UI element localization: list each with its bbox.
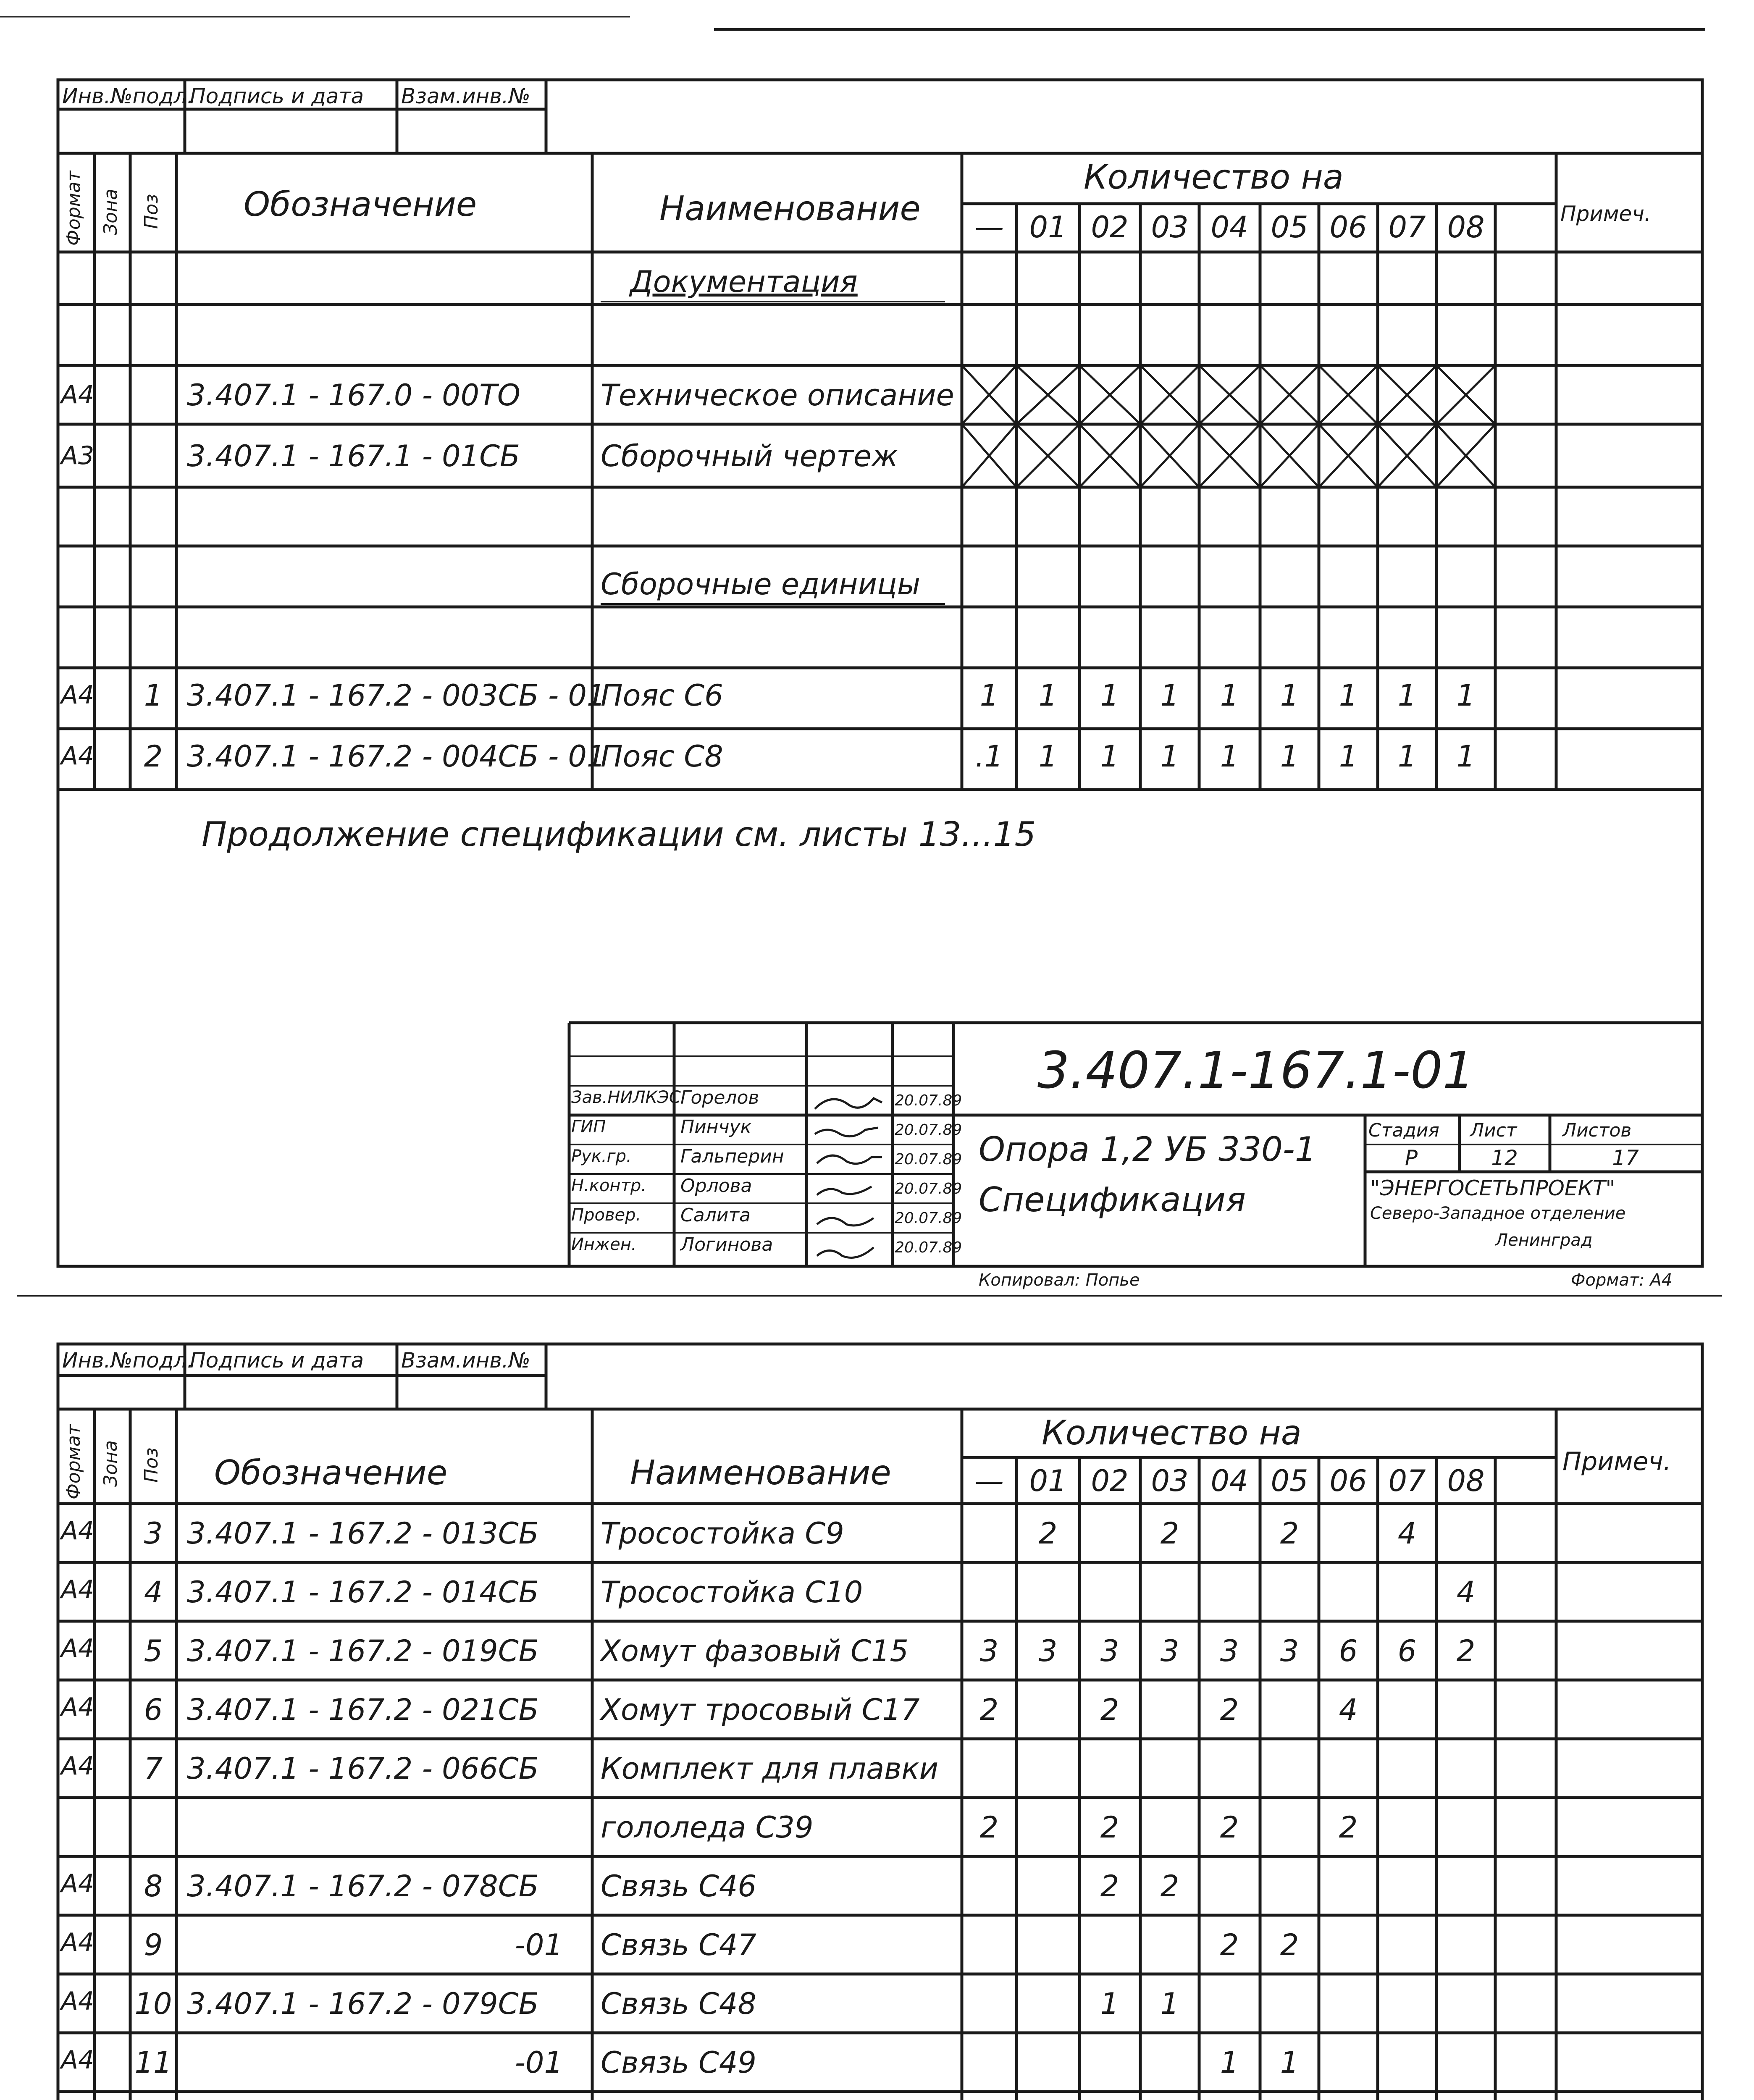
qty: 2 — [1220, 1693, 1239, 1727]
row-format: А4 — [61, 380, 95, 410]
row-pos: 6 — [144, 1693, 163, 1727]
qty: 1 — [1220, 2045, 1239, 2080]
col-qty-header-2: Количество на — [1042, 1413, 1302, 1452]
staff-date: 20.07.89 — [895, 1210, 962, 1227]
qty: 2 — [1339, 1810, 1358, 1845]
footer-copy-1: Копировал: Попье — [979, 1270, 1140, 1290]
qty: 1 — [1160, 678, 1179, 713]
qty: 1 — [1160, 739, 1179, 774]
qty: 1 — [1160, 1987, 1179, 2021]
row-designation: 3.407.1 - 167.2 - 014СБ — [187, 1575, 539, 1609]
row-pos: 9 — [144, 1928, 163, 1962]
row-format: А4 — [61, 1575, 95, 1604]
row-designation: 3.407.1 - 167.2 - 019СБ — [187, 1634, 539, 1668]
row-designation: 3.407.1 - 167.2 - 003СБ - 01 — [187, 678, 606, 713]
qty: 1 — [1397, 739, 1417, 774]
row-designation: 3.407.1 - 167.1 - 01СБ — [187, 439, 520, 473]
qty: 3 — [1280, 1634, 1299, 1668]
staff-date: 20.07.89 — [895, 1121, 962, 1139]
qty: 2 — [1280, 1928, 1299, 1962]
qty: 1 — [1456, 678, 1476, 713]
row-designation: -01 — [515, 2045, 563, 2080]
staff-name: Пинчук — [680, 1116, 752, 1138]
col-designation-2: Обозначение — [214, 1453, 448, 1492]
qty-col: 04 — [1210, 1464, 1248, 1498]
qty: 3 — [1100, 1634, 1119, 1668]
staff-name: Орлова — [680, 1175, 752, 1197]
row-name: Хомут фазовый С15 — [601, 1634, 909, 1668]
qty: 1 — [1397, 678, 1417, 713]
qty: 1 — [1038, 739, 1058, 774]
qty-col: 01 — [1029, 1464, 1067, 1498]
row-designation: -01 — [515, 1928, 563, 1962]
qty: 3 — [1220, 1634, 1239, 1668]
footer-format-1: Формат: А4 — [1571, 1270, 1673, 1290]
sign-label-2: Подпись и дата — [190, 1348, 364, 1373]
sheets-label: Листов — [1562, 1120, 1632, 1141]
qty-col: 03 — [1151, 1464, 1189, 1498]
staff-role: Зав.НИЛКЭС — [571, 1088, 681, 1107]
staff-name: Логинова — [680, 1234, 773, 1255]
qty: 1 — [1100, 678, 1119, 713]
qty: 2 — [1160, 1516, 1179, 1551]
row-designation: 3.407.1 - 167.2 - 021СБ — [187, 1693, 539, 1727]
qty: 4 — [1456, 1575, 1476, 1609]
qty: 1 — [1280, 739, 1299, 774]
qty: 2 — [979, 1693, 999, 1727]
row-format: А4 — [61, 1987, 95, 2016]
qty: 2 — [1100, 1869, 1119, 1903]
qty-col: 05 — [1271, 210, 1308, 244]
qty-col: 02 — [1091, 210, 1129, 244]
row-name: Пояс С6 — [601, 678, 723, 713]
stage-value: Р — [1405, 1146, 1418, 1170]
row-format: А4 — [61, 1869, 95, 1898]
qty: 1 — [1100, 1987, 1119, 2021]
qty: 2 — [1220, 1928, 1239, 1962]
qty: 6 — [1339, 1634, 1358, 1668]
row-designation: 3.407.1 - 167.0 - 00ТО — [187, 378, 521, 412]
row-name: Тросостойка С9 — [601, 1516, 844, 1551]
staff-role: ГИП — [571, 1117, 606, 1137]
qty: 1 — [1456, 739, 1476, 774]
org-line2: Северо-Западное отделение — [1370, 1204, 1626, 1223]
col-pos-2: Поз — [141, 1447, 162, 1483]
row-format: А4 — [61, 1516, 95, 1546]
section-assemblies: Сборочные единицы — [601, 567, 920, 601]
staff-date: 20.07.89 — [895, 1092, 962, 1109]
qty: .1 — [975, 739, 1003, 774]
qty: 1 — [979, 678, 999, 713]
qty-col: 08 — [1447, 210, 1485, 244]
staff-role: Провер. — [571, 1205, 641, 1225]
vzam-label-2: Взам.инв.№ — [401, 1348, 530, 1373]
row-pos: 3 — [144, 1516, 163, 1551]
section-docs: Документация — [630, 265, 858, 299]
row-name: Тросостойка С10 — [601, 1575, 863, 1609]
qty: 2 — [1038, 1516, 1058, 1551]
qty: 1 — [1100, 739, 1119, 774]
row-pos: 2 — [144, 739, 163, 774]
qty-col: 07 — [1388, 210, 1426, 244]
row-format: А4 — [61, 2045, 95, 2075]
row-designation: 3.407.1 - 167.2 - 079СБ — [187, 1987, 539, 2021]
col-format-2: Формат — [63, 1424, 84, 1499]
org-line3: Ленинград — [1495, 1231, 1593, 1250]
row-designation: 3.407.1 - 167.2 - 004СБ - 01 — [187, 739, 606, 774]
qty-col: 07 — [1388, 1464, 1426, 1498]
col-qty-header-1: Количество на — [1084, 158, 1344, 197]
row-pos: 1 — [144, 678, 163, 713]
row-designation: 3.407.1 - 167.2 - 013СБ — [187, 1516, 539, 1551]
sign-label-1: Подпись и дата — [190, 84, 364, 108]
row-name: Комплект для плавки — [601, 1751, 939, 1786]
sheet-value: 12 — [1491, 1146, 1518, 1170]
inv-label-2: Инв.№подл. — [62, 1348, 194, 1373]
qty: 1 — [1038, 678, 1058, 713]
col-name-2: Наименование — [630, 1453, 891, 1492]
row-name: Связь С47 — [601, 1928, 756, 1962]
row-name: гололеда С39 — [601, 1810, 814, 1845]
qty: 3 — [979, 1634, 999, 1668]
org-line1: "ЭНЕРГОСЕТЬПРОЕКТ" — [1370, 1176, 1615, 1200]
qty: 4 — [1397, 1516, 1417, 1551]
staff-name: Горелов — [680, 1087, 759, 1108]
qty-col: 06 — [1329, 1464, 1367, 1498]
sheets-value: 17 — [1612, 1146, 1639, 1170]
qty: 3 — [1038, 1634, 1058, 1668]
doc-number-1: 3.407.1-167.1-01 — [1037, 1042, 1475, 1100]
qty: 1 — [1220, 739, 1239, 774]
signatures — [815, 1098, 882, 1258]
qty: 3 — [1160, 1634, 1179, 1668]
qty: 1 — [1280, 2045, 1299, 2080]
row-format: А4 — [61, 741, 95, 771]
col-name-1: Наименование — [659, 189, 921, 228]
row-pos: 11 — [134, 2045, 172, 2080]
col-zone-1: Зона — [100, 189, 121, 235]
qty: 2 — [979, 1810, 999, 1845]
col-note-2: Примеч. — [1562, 1447, 1671, 1476]
qty-col: 01 — [1029, 210, 1067, 244]
drawing-title-line2: Спецификация — [979, 1180, 1246, 1219]
qty: 1 — [1280, 678, 1299, 713]
col-pos-1: Поз — [141, 194, 162, 229]
col-designation-1: Обозначение — [244, 185, 477, 224]
qty: 2 — [1456, 1634, 1476, 1668]
qty-col: 05 — [1271, 1464, 1308, 1498]
vzam-label-1: Взам.инв.№ — [401, 84, 530, 108]
staff-date: 20.07.89 — [895, 1239, 962, 1256]
qty-col: 08 — [1447, 1464, 1485, 1498]
row-name: Связь С46 — [601, 1869, 756, 1903]
qty-col: — — [974, 210, 1004, 244]
row-format: А4 — [61, 1751, 95, 1781]
row-format: А4 — [61, 1693, 95, 1722]
qty: 1 — [1339, 678, 1358, 713]
row-name: Пояс С8 — [601, 739, 723, 774]
staff-role: Рук.гр. — [571, 1147, 632, 1166]
qty: 2 — [1100, 1693, 1119, 1727]
qty-col: — — [974, 1464, 1004, 1498]
qty: 6 — [1397, 1634, 1417, 1668]
qty: 2 — [1220, 1810, 1239, 1845]
row-name: Техническое описание — [601, 378, 954, 412]
row-format: А4 — [61, 680, 95, 710]
row-format: А3 — [61, 441, 95, 470]
qty-col: 02 — [1091, 1464, 1129, 1498]
sheet-label: Лист — [1470, 1120, 1517, 1141]
qty: 2 — [1100, 1810, 1119, 1845]
row-designation: 3.407.1 - 167.2 - 066СБ — [187, 1751, 539, 1786]
drawing-title-line1: Опора 1,2 УБ 330-1 — [979, 1130, 1316, 1169]
row-pos: 5 — [144, 1634, 163, 1668]
row-pos: 8 — [144, 1869, 163, 1903]
qty-col: 03 — [1151, 210, 1189, 244]
inv-label-1: Инв.№подл. — [62, 84, 194, 108]
row-name: Связь С48 — [601, 1987, 756, 2021]
qty: 1 — [1339, 739, 1358, 774]
row-name: Сборочный чертеж — [601, 439, 898, 473]
stage-label: Стадия — [1368, 1120, 1439, 1141]
col-note-1: Примеч. — [1560, 202, 1651, 226]
qty-col: 04 — [1210, 210, 1248, 244]
row-name: Связь С49 — [601, 2045, 756, 2080]
col-format-1: Формат — [63, 171, 84, 246]
row-name: Хомут тросовый С17 — [601, 1693, 920, 1727]
row-format: А4 — [61, 1634, 95, 1663]
staff-role: Н.контр. — [571, 1176, 646, 1195]
row-format: А4 — [61, 1928, 95, 1957]
staff-date: 20.07.89 — [895, 1180, 962, 1197]
row-pos: 10 — [134, 1987, 172, 2021]
col-zone-2: Зона — [100, 1440, 121, 1487]
qty: 2 — [1160, 1869, 1179, 1903]
staff-role: Инжен. — [571, 1235, 637, 1254]
staff-name: Гальперин — [680, 1146, 784, 1167]
qty: 4 — [1339, 1693, 1358, 1727]
staff-date: 20.07.89 — [895, 1151, 962, 1168]
qty: 2 — [1280, 1516, 1299, 1551]
qty-col: 06 — [1329, 210, 1367, 244]
continuation-note-1: Продолжение спецификации см. листы 13...15 — [202, 815, 1036, 854]
row-pos: 4 — [144, 1575, 163, 1609]
row-designation: 3.407.1 - 167.2 - 078СБ — [187, 1869, 539, 1903]
row-pos: 7 — [144, 1751, 163, 1786]
staff-name: Салита — [680, 1205, 751, 1226]
qty: 1 — [1220, 678, 1239, 713]
